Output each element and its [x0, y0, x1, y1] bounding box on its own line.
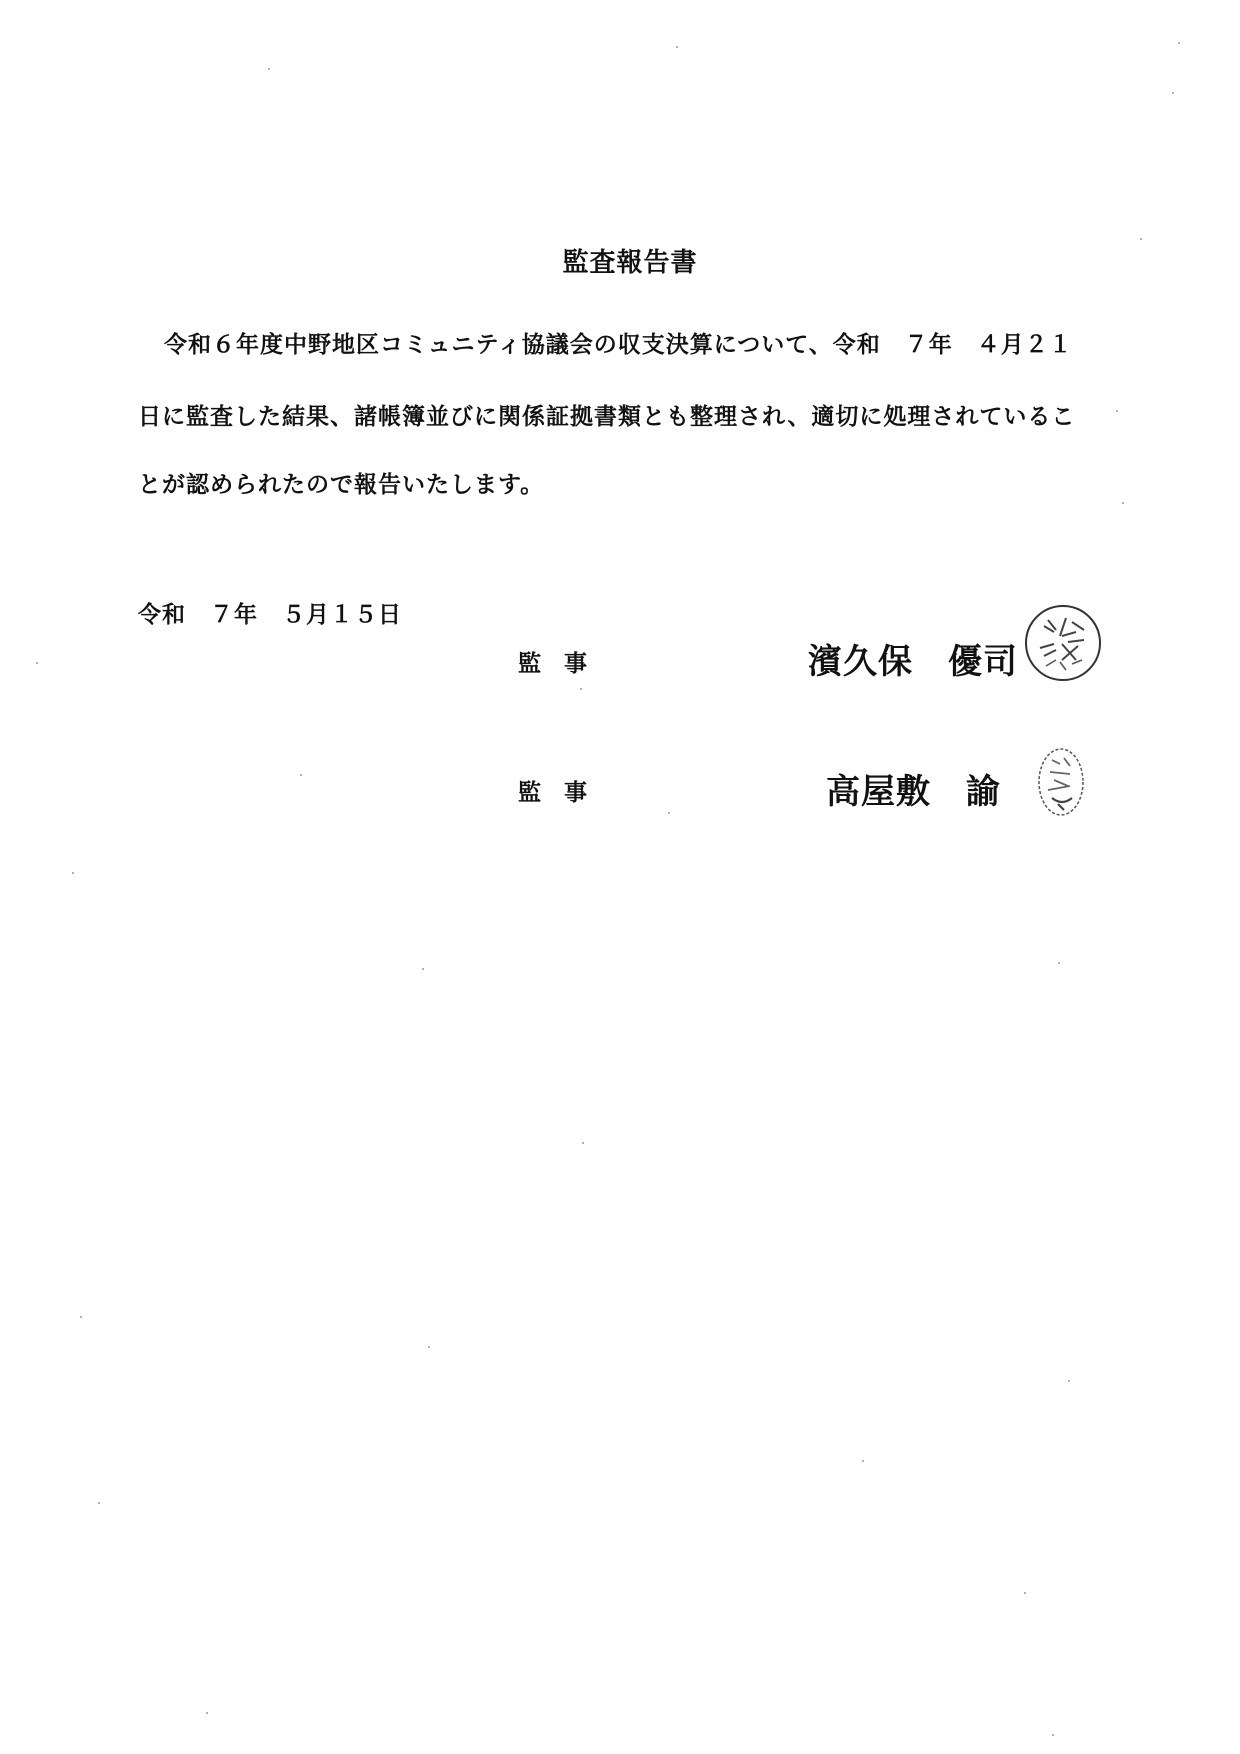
scan-speck: [268, 68, 270, 70]
scan-speck: [1140, 238, 1142, 240]
scan-speck: [676, 46, 678, 48]
scan-speck: [300, 774, 302, 776]
signatory-name-1: 濱久保 優司: [808, 642, 1018, 682]
scan-speck: [1172, 92, 1174, 94]
scan-speck: [1178, 42, 1180, 44]
report-date: 令和 ７年 ５月１５日: [138, 602, 402, 628]
scan-speck: [668, 812, 670, 814]
scan-speck: [862, 1460, 864, 1462]
signatory-name-2: 高屋敷 諭: [826, 772, 1001, 812]
scan-speck: [1122, 502, 1124, 504]
scan-speck: [580, 688, 582, 690]
body-line-3: とが認められたので報告いたします。: [138, 472, 545, 498]
scan-speck: [72, 872, 74, 874]
scan-speck: [80, 1316, 82, 1318]
scan-speck: [1052, 1734, 1054, 1736]
scan-speck: [1068, 1380, 1070, 1382]
personal-seal-icon: [1036, 746, 1086, 818]
signatory-role-1: 監 事: [518, 651, 587, 677]
scan-speck: [428, 1346, 430, 1348]
scan-speck: [1116, 410, 1118, 412]
scan-speck: [36, 662, 38, 664]
scan-speck: [206, 1712, 208, 1714]
body-line-2: 日に監査した結果、諸帳簿並びに関係証拠書類とも整理され、適切に処理されているこ: [138, 404, 1076, 430]
signatory-role-2: 監 事: [518, 780, 587, 806]
scan-speck: [582, 1142, 584, 1144]
scan-speck: [1058, 962, 1060, 964]
scan-speck: [98, 1502, 100, 1504]
personal-seal-icon: [1022, 602, 1104, 684]
body-line-1: 令和６年度中野地区コミュニティ協議会の収支決算について、令和 ７年 ４月２１: [164, 332, 1073, 358]
scan-speck: [422, 968, 424, 970]
scan-speck: [1024, 1592, 1026, 1594]
document-title: 監査報告書: [562, 248, 698, 278]
